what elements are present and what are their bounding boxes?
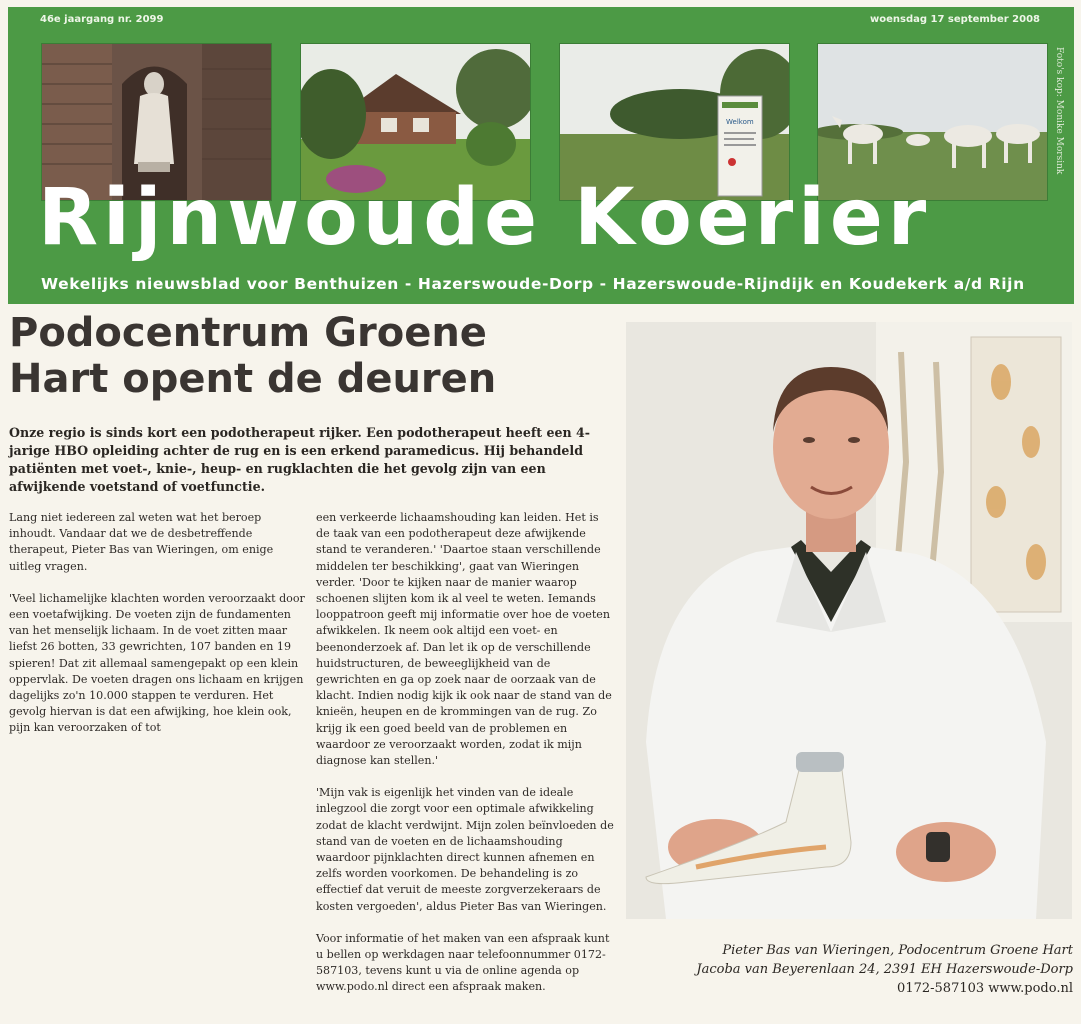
- paragraph: Lang niet iedereen zal weten wat het beroep inhoudt. Vandaar dat we de desbetreffende therapeut, Pieter Bas van Wieringen, om enige uitleg vragen.: [9, 511, 274, 573]
- paragraph: een verkeerde lichaamshouding kan leiden. Het is de taak van een podotherapeut deze afwijkende stand te veranderen.' 'Daartoe staan verschillende middelen ter beschikking', gaat van Wieringen verder. 'Door te kijken naar de manier waarop schoenen slijten kom ik al veel te weten. Iemands looppatroon geeft mij informatie over hoe de voeten afwikkelen. Ik neem ook altijd een voet- en beenonderzoek af. Dan let ik op de verschillende huidstructuren, de beweeglijkheid van de gewrichten en ga op zoek naar de oorzaak van de klacht. Indien nodig kijk ik ook naar de stand van de knieën, heupen en de krommingen van de rug. Zo krijg ik een goed beeld van de problemen en waardoor ze veroorzaakt worden, zodat ik mijn diagnose kan stellen.': [316, 511, 612, 768]
- sign-welcome-text: Welkom: [726, 118, 754, 126]
- newspaper-subtitle: Wekelijks nieuwsblad voor Benthuizen - Hazerswoude-Dorp - Hazerswoude-Rijndijk en Koudekerk a/d Rijn: [41, 275, 1025, 293]
- article-column-1: [9, 510, 306, 753]
- caption-name: Pieter Bas van Wieringen, Podocentrum Groene Hart: [722, 943, 1073, 958]
- therapist-photo: [626, 322, 1072, 919]
- masthead: [8, 7, 1074, 304]
- paragraph: 'Veel lichamelijke klachten worden veroorzaakt door een voetafwijking. De voeten zijn de fundamenten van het menselijk lichaam. In de voet zitten maar liefst 26 botten, 33 gewrichten, 107 banden en 19 spieren! Dat zit allemaal samengepakt op een klein oppervlak. De voeten dragen ons lichaam en krijgen dagelijks zo'n 10.000 stappen te verduren. Het gevolg hiervan is dat een afwijking, hoe klein ook, pijn kan veroorzaken of tot: [9, 591, 305, 735]
- issue-date: woensdag 17 september 2008: [870, 14, 1040, 25]
- headline-line-2: Hart opent de deuren: [9, 356, 497, 402]
- article-column-2: [316, 510, 614, 1012]
- caption-address: Jacoba van Beyerenlaan 24, 2391 EH Hazerswoude-Dorp: [696, 962, 1073, 977]
- paragraph: Voor informatie of het maken van een afspraak kunt u bellen op werkdagen naar telefoonnummer 0172-587103, tevens kunt u via de online agenda op www.podo.nl direct een afspraak maken.: [316, 931, 610, 994]
- caption-contact: 0172-587103 www.podo.nl: [897, 981, 1073, 996]
- headline-line-1: Podocentrum Groene: [9, 310, 487, 356]
- paragraph: 'Mijn vak is eigenlijk het vinden van de ideale inlegzool die zorgt voor een optimale afwikkeling zodat de klacht verdwijnt. Mijn zolen beïnvloeden de stand van de voeten en de lichaamshouding waardoor pijnklachten direct kunnen afnemen en zelfs worden voorkomen. De behandeling is zo effectief dat veruit de meeste zorgverzekeraars de kosten vergoeden', aldus Pieter Bas van Wieringen.: [316, 786, 614, 913]
- issue-number: 46e jaargang nr. 2099: [40, 14, 164, 25]
- newspaper-title: Rijnwoude Koerier: [38, 173, 932, 263]
- article-headline: [9, 310, 609, 402]
- article-lead: Onze regio is sinds kort een podotherapeut rijker. Een podotherapeut heeft een 4-jarige HBO opleiding achter de rug en is een erkend paramedicus. Hij behandeld patiënten met voet-, knie-, heup- en rugklachten die het gevolg zijn van een afwijkende voetstand of voetfunctie.: [9, 425, 591, 494]
- photo-caption: [653, 941, 1073, 998]
- photo-credit: Foto's kop: Monike Morsink: [1054, 47, 1064, 175]
